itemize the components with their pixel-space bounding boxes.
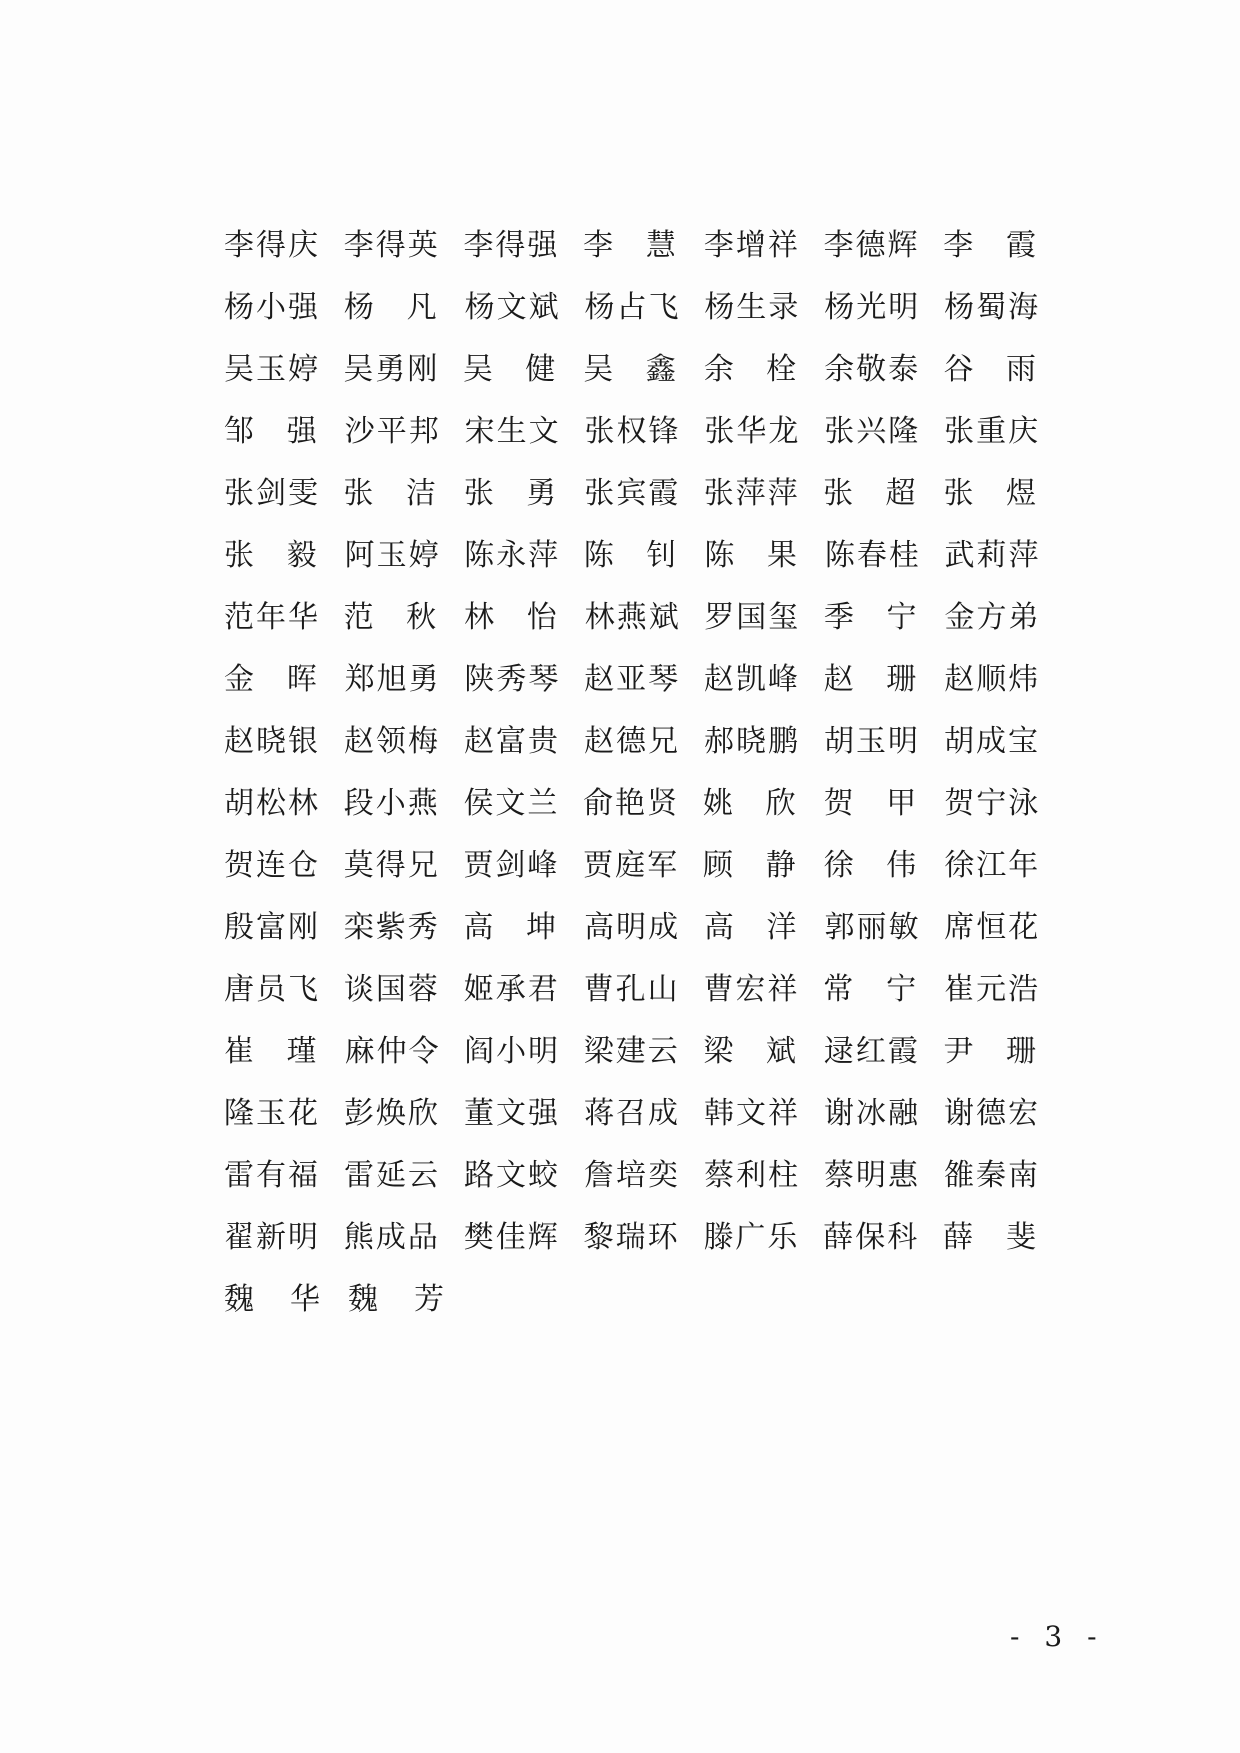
name-entry: 徐 伟: [823, 848, 917, 883]
name-entry: 张剑雯: [224, 476, 320, 511]
names-list: [224, 226, 1064, 1342]
name-entry: 李得庆: [224, 228, 320, 263]
name-entry: 崔元浩: [944, 972, 1041, 1007]
name-entry: 陈永萍: [464, 538, 561, 573]
name-entry: 雷有福: [224, 1158, 320, 1193]
name-entry: 赵德兄: [584, 724, 680, 759]
name-row: [224, 660, 1064, 722]
name-entry: 张 超: [823, 476, 916, 511]
name-entry: 曹宏祥: [703, 972, 800, 1007]
name-entry: 席恒花: [944, 910, 1041, 945]
name-entry: 杨占飞: [584, 290, 681, 325]
name-entry: 张 洁: [343, 476, 436, 511]
page-number: - 3 -: [1010, 1620, 1105, 1653]
name-entry: 阿玉婷: [344, 538, 441, 573]
name-entry: 李得英: [343, 228, 440, 263]
name-entry: 范 秋: [343, 600, 437, 635]
name-entry: 郝晓鹏: [704, 724, 800, 759]
name-entry: 贾庭军: [583, 848, 680, 883]
name-row: [224, 784, 1064, 846]
name-entry: 高 坤: [463, 910, 557, 945]
name-row: [224, 846, 1064, 908]
name-entry: 逯红霞: [823, 1034, 920, 1069]
name-row: [224, 536, 1064, 598]
name-entry: 栾紫秀: [343, 910, 440, 945]
name-entry: 梁建云: [583, 1034, 680, 1069]
name-entry: 滕广乐: [703, 1220, 800, 1255]
name-entry: 赵富贵: [464, 724, 560, 759]
name-row: [224, 722, 1064, 784]
name-entry: 尹 珊: [943, 1034, 1037, 1069]
name-row: [224, 1032, 1064, 1094]
name-entry: 梁 斌: [703, 1034, 796, 1069]
name-entry: 李得强: [463, 228, 560, 263]
name-entry: 范年华: [224, 600, 320, 635]
name-entry: 阎小明: [464, 1034, 561, 1069]
name-entry: 季 宁: [823, 600, 917, 635]
name-entry: 张 勇: [463, 476, 557, 511]
name-entry: 胡玉明: [824, 724, 920, 759]
name-row: [224, 598, 1064, 660]
name-entry: 余敬泰: [824, 352, 921, 387]
name-entry: 贾剑峰: [463, 848, 560, 883]
name-entry: 隆玉花: [224, 1096, 320, 1131]
name-entry: 张宾霞: [584, 476, 681, 511]
name-entry: 蔡明惠: [824, 1158, 920, 1193]
name-entry: 谈国蓉: [343, 972, 440, 1007]
name-entry: 林 怡: [464, 600, 557, 635]
name-row: [224, 1280, 1064, 1342]
name-entry: 李增祥: [703, 228, 800, 263]
name-entry: 吴 健: [462, 352, 556, 387]
name-entry: 贺宁泳: [944, 786, 1041, 821]
name-entry: 胡成宝: [944, 724, 1040, 759]
name-entry: 韩文祥: [704, 1096, 800, 1131]
name-entry: 陈春桂: [824, 538, 921, 573]
name-entry: 高 洋: [703, 910, 797, 945]
name-entry: 蒋召成: [584, 1096, 680, 1131]
name-row: [224, 908, 1064, 970]
name-entry: 崔 瑾: [224, 1034, 317, 1069]
name-entry: 邹 强: [224, 414, 317, 449]
name-entry: 唐员飞: [224, 972, 320, 1007]
name-entry: 雒秦南: [944, 1158, 1040, 1193]
name-entry: 黎瑞环: [583, 1220, 680, 1255]
name-entry: 吴玉婷: [224, 352, 320, 387]
name-entry: 李 霞: [943, 228, 1036, 263]
name-entry: 吴 鑫: [583, 352, 676, 387]
name-row: [224, 288, 1064, 350]
name-entry: 赵晓银: [224, 724, 320, 759]
name-row: [224, 1218, 1064, 1280]
name-entry: 路文蛟: [464, 1158, 560, 1193]
name-entry: 曹孔山: [583, 972, 680, 1007]
name-entry: 熊成品: [343, 1220, 440, 1255]
name-entry: 俞艳贤: [583, 786, 680, 821]
name-entry: 杨小强: [224, 290, 320, 325]
name-entry: 魏 华: [224, 1282, 320, 1317]
name-entry: 张权锋: [584, 414, 681, 449]
name-entry: 张华龙: [704, 414, 801, 449]
name-entry: 张 煜: [943, 476, 1036, 511]
name-entry: 张 毅: [224, 538, 317, 573]
name-entry: 余 栓: [703, 352, 797, 387]
name-entry: 郑旭勇: [344, 662, 441, 697]
name-entry: 常 宁: [823, 972, 917, 1007]
name-entry: 顾 静: [702, 848, 796, 883]
name-entry: 胡松林: [224, 786, 320, 821]
name-entry: 薛保科: [823, 1220, 920, 1255]
name-entry: 魏 芳: [348, 1282, 444, 1317]
name-entry: 谢德宏: [944, 1096, 1040, 1131]
name-entry: 李德辉: [823, 228, 920, 263]
name-entry: 赵 珊: [823, 662, 917, 697]
name-entry: 杨生录: [704, 290, 801, 325]
name-entry: 张重庆: [944, 414, 1041, 449]
name-entry: 詹培奕: [584, 1158, 680, 1193]
name-entry: 林燕斌: [584, 600, 681, 635]
name-entry: 贺连仓: [224, 848, 320, 883]
name-entry: 董文强: [464, 1096, 560, 1131]
name-entry: 陕秀琴: [464, 662, 561, 697]
name-entry: 姚 欣: [702, 786, 796, 821]
name-row: [224, 350, 1064, 412]
name-entry: 高明成: [584, 910, 681, 945]
name-entry: 赵凯峰: [703, 662, 800, 697]
name-entry: 杨 凡: [343, 290, 437, 325]
name-entry: 李 慧: [583, 228, 676, 263]
name-entry: 贺 甲: [823, 786, 917, 821]
name-entry: 薛 斐: [943, 1220, 1036, 1255]
name-entry: 罗国玺: [704, 600, 801, 635]
name-entry: 赵顺炜: [944, 662, 1041, 697]
name-row: [224, 970, 1064, 1032]
name-entry: 麻仲令: [344, 1034, 441, 1069]
name-entry: 沙平邦: [344, 414, 441, 449]
name-row: [224, 1094, 1064, 1156]
name-entry: 赵亚琴: [584, 662, 681, 697]
name-entry: 彭焕欣: [344, 1096, 440, 1131]
name-entry: 赵领梅: [344, 724, 440, 759]
name-entry: 郭丽敏: [824, 910, 921, 945]
name-entry: 张萍萍: [703, 476, 800, 511]
name-row: [224, 474, 1064, 536]
name-entry: 姬承君: [463, 972, 560, 1007]
name-entry: 杨蜀海: [944, 290, 1041, 325]
name-entry: 杨光明: [824, 290, 921, 325]
name-entry: 杨文斌: [464, 290, 561, 325]
name-entry: 段小燕: [343, 786, 440, 821]
name-entry: 殷富刚: [224, 910, 320, 945]
name-entry: 徐江年: [944, 848, 1041, 883]
name-entry: 蔡利柱: [704, 1158, 800, 1193]
name-row: [224, 1156, 1064, 1218]
name-entry: 武莉萍: [944, 538, 1041, 573]
name-entry: 侯文兰: [463, 786, 560, 821]
name-entry: 雷延云: [344, 1158, 440, 1193]
name-entry: 谢冰融: [824, 1096, 920, 1131]
name-entry: 莫得兄: [343, 848, 440, 883]
name-entry: 张兴隆: [824, 414, 921, 449]
name-entry: 陈 果: [704, 538, 797, 573]
name-entry: 谷 雨: [943, 352, 1036, 387]
name-row: [224, 412, 1064, 474]
name-entry: 金 晖: [224, 662, 317, 697]
name-entry: 吴勇刚: [343, 352, 440, 387]
name-entry: 翟新明: [224, 1220, 320, 1255]
name-entry: 樊佳辉: [463, 1220, 560, 1255]
name-entry: 陈 钊: [583, 538, 677, 573]
name-entry: 宋生文: [464, 414, 561, 449]
name-row: [224, 226, 1064, 288]
name-entry: 金方弟: [944, 600, 1041, 635]
